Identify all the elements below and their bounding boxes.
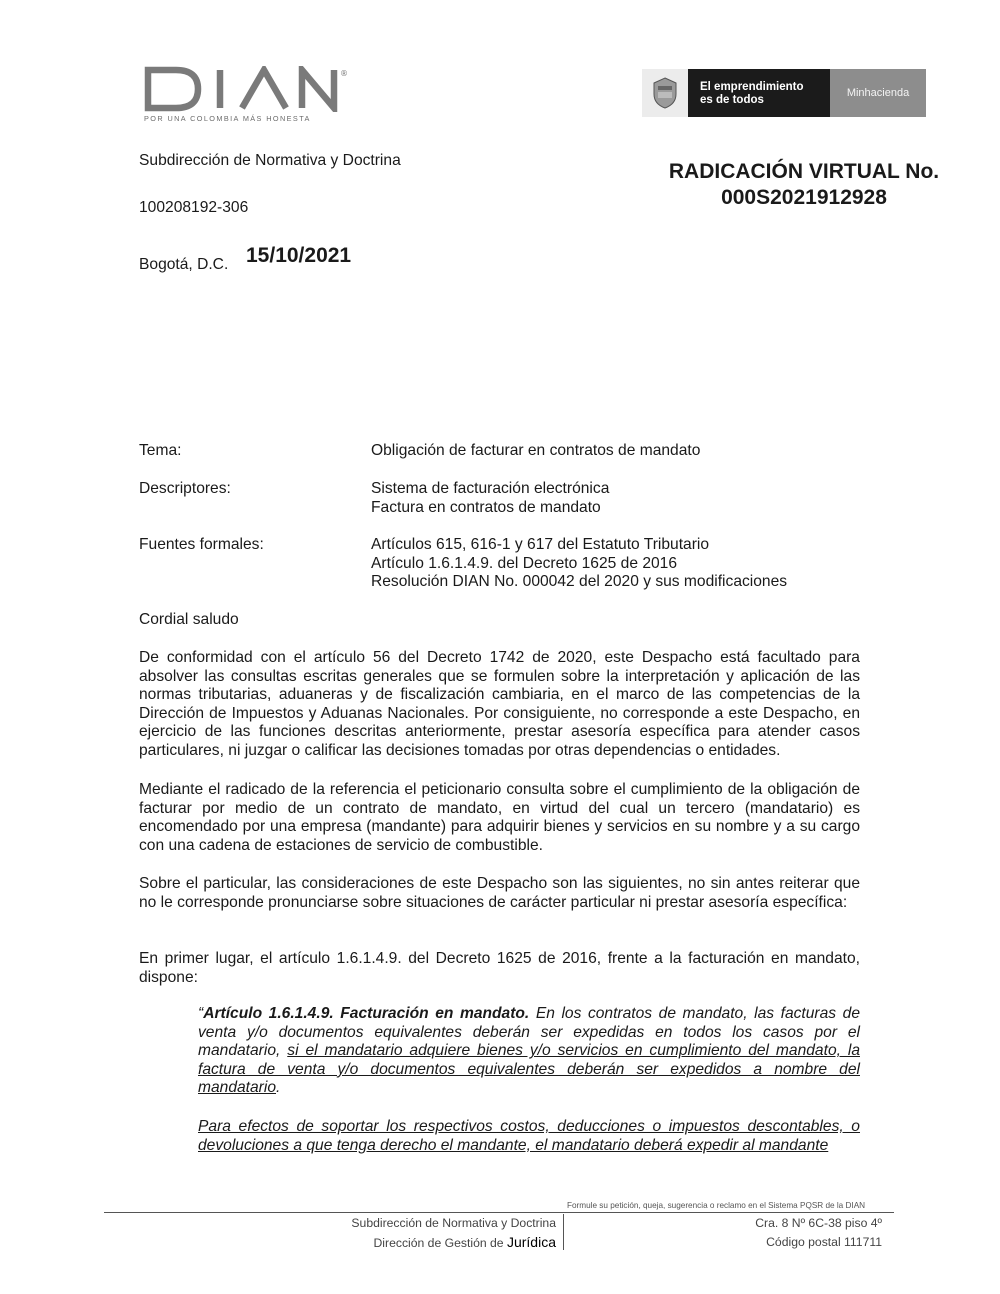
fuentes-list bbox=[371, 536, 787, 592]
paragraph-4: En primer lugar, el artículo 1.6.1.4.9. del Decreto 1625 de 2016, frente a la facturación en mandato, dispone: bbox=[139, 950, 860, 986]
footer-postal-code: Código postal 111711 bbox=[766, 1235, 882, 1249]
government-banner bbox=[642, 69, 926, 117]
quote-underlined: si el mandatario adquiere bienes y/o servicios en cumplimiento del mandato, la factura de venta y/o documentos equivalentes deberán ser expedidos a nombre del mandatario bbox=[198, 1042, 860, 1097]
footer-pqsr-note: Formule su petición, queja, sugerencia o reclamo en el Sistema PQSR de la DIAN bbox=[567, 1201, 866, 1210]
tema-value: Obligación de facturar en contratos de mandato bbox=[371, 442, 701, 459]
gov-slogan-line2: es de todos bbox=[700, 93, 764, 106]
paragraph-2: Mediante el radicado de la referencia el peticionario consulta sobre el cumplimiento de la obligación de facturar por medio de un contrato de mandato, en virtud del cual un tercero (mandatario) es encomendado por una empresa (mandante) para adquirir bienes y servicios en su nombre y a su cargo con una cadena de estaciones de servicio de combustible. bbox=[139, 781, 860, 854]
quote-title: Artículo 1.6.1.4.9. Facturación en mandato. bbox=[203, 1005, 530, 1022]
quote-article bbox=[198, 1005, 860, 1098]
descriptor-item: Sistema de facturación electrónica bbox=[371, 480, 610, 497]
dependencia: Subdirección de Normativa y Doctrina bbox=[139, 152, 401, 169]
paragraph-3: Sobre el particular, las consideraciones de este Despacho son las siguientes, no sin antes reiterar que no le corresponde pronunciarse sobre situaciones de carácter particular ni prestar asesoría específica: bbox=[139, 875, 860, 911]
coat-of-arms-icon bbox=[642, 69, 688, 117]
radicacion-virtual bbox=[640, 159, 968, 211]
gov-slogan-line1: El emprendimiento bbox=[700, 81, 804, 93]
quote-text: En los contratos de mandato, las facturas de venta y/o documentos equivalentes deberán ser expedidas en todos los casos por el mandatario, bbox=[198, 1005, 860, 1060]
dian-wordmark-icon bbox=[140, 66, 350, 112]
fuente-item: Resolución DIAN No. 000042 del 2020 y sus modificaciones bbox=[371, 573, 788, 591]
descriptores-label: Descriptores: bbox=[139, 480, 231, 497]
footer-dependencia: Subdirección de Normativa y Doctrina bbox=[351, 1216, 556, 1230]
quote-paragraph-2: Para efectos de soportar los respectivos costos, deducciones o impuestos descontables, o devoluciones a que tenga derecho el mandante, el mandatario deberá expedir al mandante bbox=[198, 1118, 860, 1154]
svg-text:®: ® bbox=[340, 69, 348, 78]
footer-direccion-juridica: Jurídica bbox=[506, 1234, 556, 1250]
radicacion-label: RADICACIÓN VIRTUAL No. bbox=[668, 160, 940, 183]
fuente-item: Artículos 615, 616-1 y 617 del Estatuto Tributario bbox=[371, 536, 710, 553]
saludo: Cordial saludo bbox=[139, 611, 239, 628]
gov-slogan bbox=[688, 69, 830, 117]
ministry-label: Minhacienda bbox=[830, 69, 926, 117]
document-number: 100208192-306 bbox=[139, 199, 249, 216]
footer-address: Cra. 8 Nº 6C-38 piso 4º bbox=[755, 1216, 882, 1230]
dian-logo bbox=[140, 66, 355, 128]
descriptores-list bbox=[371, 480, 609, 517]
descriptor-item: Factura en contratos de mandato bbox=[371, 498, 601, 516]
paragraph-1: De conformidad con el artículo 56 del Decreto 1742 de 2020, este Despacho está facultado para absolver las consultas escritas generales que se formulen sobre la interpretación y aplicación de las normas tributarias, aduaneras y de fiscalización cambiaria, en el marco de las competencias de la Dirección de Impuestos y Aduanas Nacionales. Por consiguiente, no corresponde a este Despacho, en ejercicio de las funciones descritas anteriormente, prestar asesoría específica para atender casos particulares, ni juzgar o calificar las decisiones tomadas por otras dependencias o entidades. bbox=[139, 649, 860, 759]
footer-left bbox=[300, 1214, 556, 1253]
logo-tagline: POR UNA COLOMBIA MÁS HONESTA bbox=[144, 114, 311, 123]
footer-divider bbox=[104, 1212, 894, 1213]
footer-vertical-divider bbox=[563, 1214, 564, 1250]
city: Bogotá, D.C. bbox=[139, 256, 229, 273]
footer-direccion-prefix: Dirección de Gestión de bbox=[373, 1236, 507, 1250]
footer-direccion bbox=[300, 1233, 556, 1253]
tema-label: Tema: bbox=[139, 442, 182, 459]
quote-open: “ bbox=[198, 1005, 204, 1022]
fuente-item: Artículo 1.6.1.4.9. del Decreto 1625 de 2016 bbox=[371, 554, 678, 572]
fuentes-label: Fuentes formales: bbox=[139, 536, 264, 553]
radicacion-number: 000S2021912928 bbox=[721, 186, 887, 209]
footer-right bbox=[690, 1214, 882, 1252]
quote-end: . bbox=[276, 1079, 281, 1097]
date: 15/10/2021 bbox=[246, 244, 352, 267]
